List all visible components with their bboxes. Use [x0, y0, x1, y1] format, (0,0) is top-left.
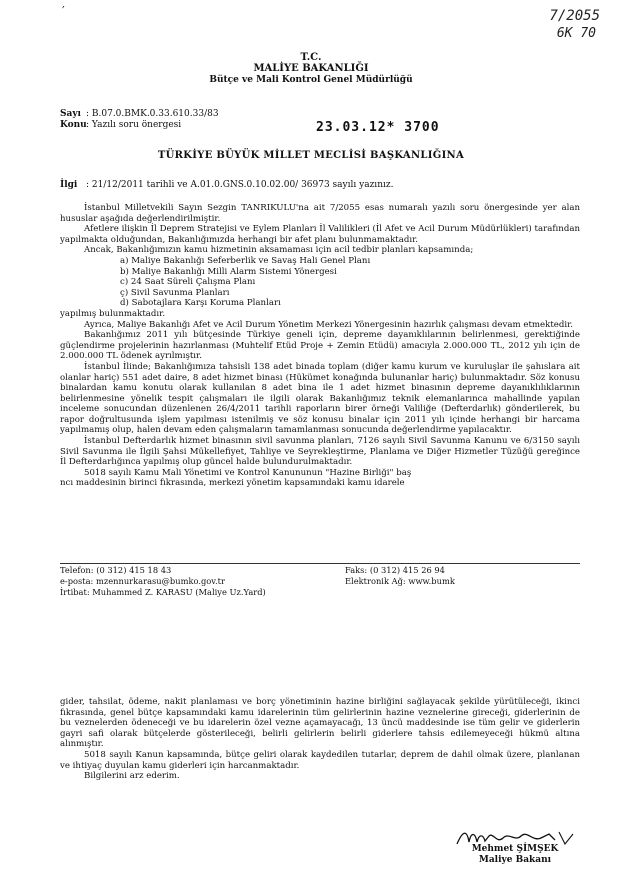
header-directorate: Bütçe ve Mali Kontrol Genel Müdürlüğü — [209, 75, 413, 85]
body-paragraph-7: İstanbul İlinde; Bakanlığımıza tahsisli 138 adet binada toplam (diğer kamu kurum ve kuruluşlar ile şahıslara ait olanlar hariç) 551 adet daire, 8 adet hizmet binası (Hükümet konağında bulunanlar hariç) bulunmaktadır. Söz konusu binalardan kamu konutu olarak kullanılan 8 adet bina ile 1 adet hizmet binasının depreme dayanıklılıklarının belirlenmesine yönelik tespit çalışmaları ile ilgili olarak Bakanlığımız teknik elemanlarınca mahallinde yapılan inceleme sonucundan düzenlenen 26/4/2011 tarihli raporların birer örneği Valiliğe (Defterdarlık) gönderilerek, bu rapor doğrultusunda işlem yapılması istenilmiş ve söz konusu binalar için 2011 yılı içinde herhangi bir harcama yapılmamış olup, halen devam eden çalışmaların tamamlanması sonucunda değerlendirme yapılacaktır. — [60, 361, 580, 436]
ilgi-line — [60, 180, 393, 190]
body-paragraph-4: yapılmış bulunmaktadır. — [60, 308, 166, 319]
ilgi-value: : 21/12/2011 tarihli ve A.01.0.GNS.0.10.02.00/ 36973 sayılı yazınız. — [86, 180, 394, 190]
body-paragraph-10: ncı maddesinin birinci fıkrasında, merkezi yönetim kapsamındaki kamu idarele — [60, 478, 405, 489]
signatory-title: Maliye Bakanı — [478, 855, 552, 865]
sayi-label: Sayı — [60, 109, 81, 119]
konu-line — [60, 120, 181, 130]
page2-paragraph-3: Bilgilerini arz ederim. — [84, 771, 180, 782]
sayi-value: : B.07.0.BMK.0.33.610.33/83 — [86, 109, 219, 119]
page2-paragraph-2: 5018 sayılı Kanun kapsamında, bütçe geliri olarak kaydedilen tutarlar, deprem de dahil olmak üzere, planlanan ve ihtiyaç duyulan kamu giderleri için harcanmaktadır. — [60, 749, 580, 771]
header-ministry: MALİYE BAKANLIĞI — [253, 63, 369, 74]
body-paragraph-8: İstanbul Defterdarlık hizmet binasının sivil savunma planları, 7126 sayılı Sivil Savunma Kanunu ve 6/3150 sayılı Sivil Savunma ile İlgili Şahsi Mükellefiyet, Tahliye ve Seyrekleştirme, Planlama ve Diğer Hizmetler Tüzüğü gereğince İl Defterdarlığınca yapılmış olup güncel halde bulundurulmaktadır. — [60, 436, 580, 468]
konu-value: : Yazılı soru önergesi — [86, 120, 182, 130]
body-paragraph-9: 5018 sayılı Kamu Mali Yönetimi ve Kontrol Kanununun "Hazine Birliği" baş — [84, 467, 412, 478]
footer-telephone: Telefon: (0 312) 415 18 43 — [60, 565, 172, 575]
signatory-name: Mehmet ŞİMŞEK — [471, 844, 559, 854]
registration-stamp: 23.03.12* 3700 — [316, 120, 440, 135]
footer-contact: İrtibat: Muhammed Z. KARASU (Maliye Uz.Yard) — [60, 587, 266, 597]
list-item: b) Maliye Bakanlığı Milli Alarm Sistemi Yönergesi — [120, 266, 337, 277]
list-item: a) Maliye Bakanlığı Seferberlik ve Savaş Hali Genel Planı — [120, 255, 371, 266]
footer-email: e-posta: mzennurkarasu@bumko.gov.tr — [60, 576, 225, 586]
body-paragraph-1: İstanbul Milletvekili Sayın Sezgin TANRIKULU'na ait 7/2055 esas numaralı yazılı soru önergesinde yer alan hususlar aşağıda değerlendirilmiştir. — [60, 203, 580, 224]
konu-label: Konu — [60, 120, 87, 130]
letter-body — [60, 203, 580, 489]
ilgi-label: İlgi — [60, 180, 78, 190]
page2-body — [60, 697, 580, 782]
header-tc: T.C. — [300, 52, 322, 63]
footer-web: Elektronik Ağ: www.bumk — [345, 576, 455, 586]
sayi-line — [60, 109, 219, 119]
body-paragraph-5: Ayrıca, Maliye Bakanlığı Afet ve Acil Durum Yönetim Merkezi Yönergesinin hazırlık çalışması devam etmektedir. — [84, 319, 574, 330]
body-paragraph-6: Bakanlığımız 2011 yılı bütçesinde Türkiye geneli için, depreme dayanıklılarının belirlenmesi, gerektiğinde güçlendirme projelerinin hazırlanması (Muhtelif Etüd Proje + Zemin Etüdü) amacıyla 2.000.000 TL, 2012 yılı için de 2.000.000 TL ödenek ayrılmıştır. — [60, 330, 580, 362]
handwritten-note-code: 6K 70 — [556, 26, 596, 41]
list-item: c) 24 Saat Süreli Çalışma Planı — [120, 277, 256, 288]
body-paragraph-2: Afetlere ilişkin İl Deprem Stratejisi ve Eylem Planları İl Valilikleri (İl Afet ve Acil Durum Müdürlükleri) tarafından yapılmakta olduğundan, Bakanlığımızda herhangi bir afet planı bulunmamaktadır. — [60, 224, 580, 245]
plan-list — [60, 256, 580, 309]
signatory — [455, 844, 575, 866]
footer-divider — [60, 563, 580, 564]
list-item: d) Sabotajlara Karşı Koruma Planları — [120, 298, 281, 309]
handwritten-note-number: 7/2055 — [549, 8, 600, 24]
addressee: TÜRKİYE BÜYÜK MİLLET MECLİSİ BAŞKANLIĞINA — [157, 150, 465, 161]
page2-paragraph-1: gider, tahsilat, ödeme, nakit planlaması ve borç yönetiminin hazine birliğini sağlayacak şekilde yürütüleceği, ikinci fıkrasında, genel bütçe kapsamındaki kamu idarelerinin tüm gelirlerinin hazine veznelerine gireceği, giderlerinin de bu veznelerden ödeneceği ve bu idarelerin özel vezne açamayacağı, 13 üncü maddesinde ise tüm gelir ve giderlerin gayri safi olarak bütçelerde gösterileceği, belirli gelirlerin belirli giderlere tahsis edilemeyeceği hükmü altına alınmıştır. — [60, 697, 580, 750]
body-paragraph-3: Ancak, Bakanlığımızın kamu hizmetinin aksamaması için acil tedbir planları kapsamında; — [84, 245, 474, 256]
footer-fax: Faks: (0 312) 415 26 94 — [345, 565, 445, 575]
corner-mark: ′ — [62, 4, 65, 18]
list-item: ç) Sivil Savunma Planları — [120, 287, 230, 298]
